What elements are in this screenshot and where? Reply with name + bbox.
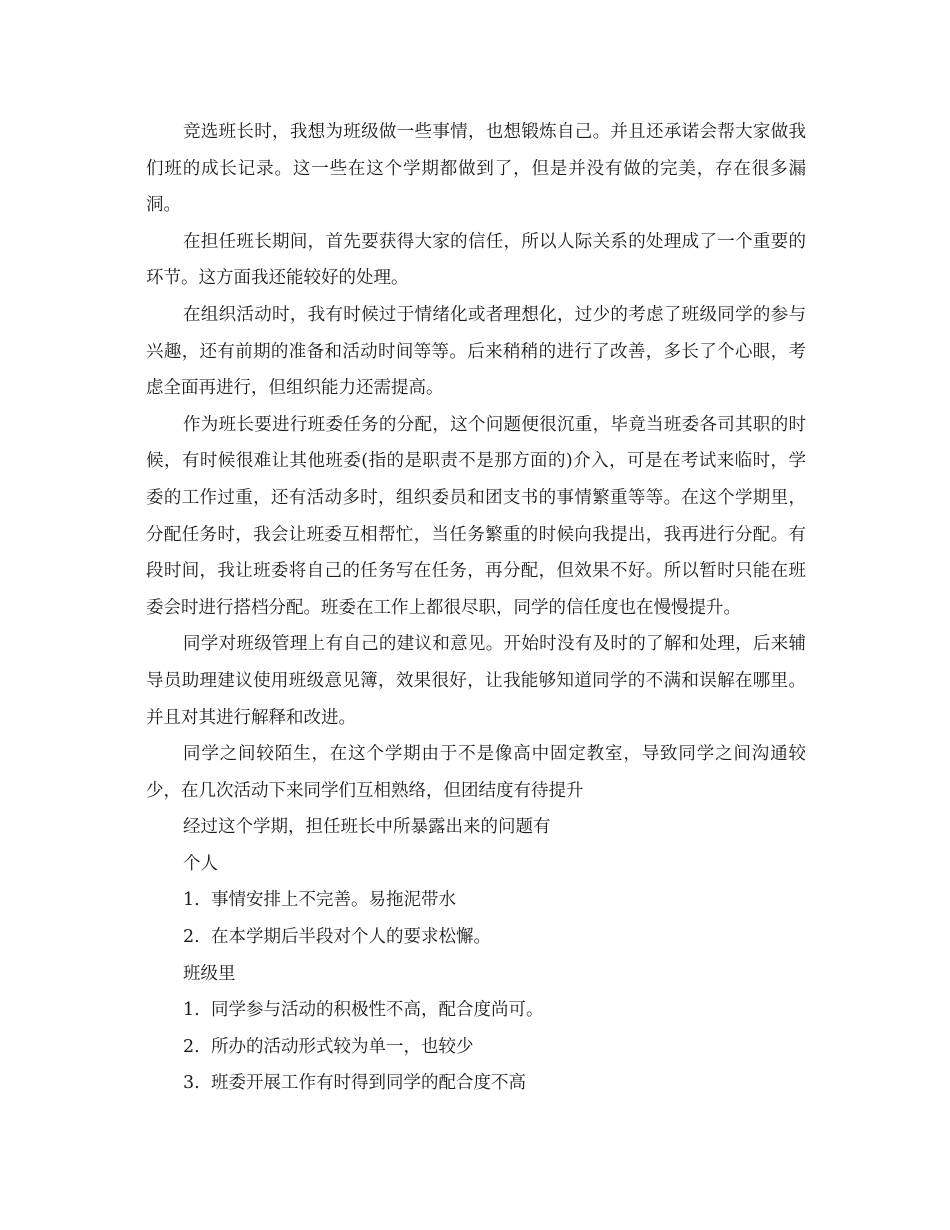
class-list <box>146 992 806 1102</box>
list-item <box>146 1029 806 1066</box>
list-item <box>146 992 806 1029</box>
list-item-text: 所办的活动形式较为单一，也较少 <box>211 1036 474 1057</box>
paragraph-classmates: 同学之间较陌生，在这个学期由于不是像高中固定教室，导致同学之间沟通较少，在几次活动下来同学们互相熟络，但团结度有待提升 <box>146 744 806 801</box>
list-item-number: 2. <box>183 1036 200 1057</box>
list-item-number: 1. <box>183 1000 200 1021</box>
list-item-text: 同学参与活动的积极性不高，配合度尚可。 <box>211 1000 544 1021</box>
summary-line: 经过这个学期，担任班长中所暴露出来的问题有 <box>183 817 551 838</box>
class-heading: 班级里 <box>183 963 236 984</box>
paragraph-activities: 在组织活动时，我有时候过于情绪化或者理想化，过少的考虑了班级同学的参与兴趣，还有前期的准备和活动时间等等。后来稍稍的进行了改善，多长了个心眼，考虑全面再进行，但组织能力还需提高。 <box>146 304 806 399</box>
list-item-number: 3. <box>183 1073 200 1094</box>
list-item-text: 在本学期后半段对个人的要求松懈。 <box>211 927 491 948</box>
list-item <box>146 1065 806 1102</box>
personal-list <box>146 882 806 955</box>
list-item-number: 1. <box>183 890 200 911</box>
paragraph-campaign: 竞选班长时，我想为班级做一些事情，也想锻炼自己。并且还承诺会帮大家做我们班的成长记录。这一些在这个学期都做到了，但是并没有做的完美，存在很多漏洞。 <box>146 122 806 216</box>
paragraph-trust: 在担任班长期间，首先要获得大家的信任，所以人际关系的处理成了一个重要的环节。这方面我还能较好的处理。 <box>146 231 806 289</box>
list-item-text: 事情安排上不完善。易拖泥带水 <box>211 890 456 911</box>
list-item-text: 班委开展工作有时得到同学的配合度不高 <box>211 1073 526 1094</box>
personal-heading: 个人 <box>183 853 218 874</box>
list-item <box>146 882 806 919</box>
paragraph-task-allocation: 作为班长要进行班委任务的分配，这个问题便很沉重，毕竟当班委各司其职的时候，有时候很难让其他班委(指的是职责不是那方面的)介入，可是在考试来临时，学委的工作过重，还有活动多时，组织委员和团支书的事情繁重等等。在这个学期里，分配任务时，我会让班委互相帮忙，当任务繁重的时候向我提出，我再进行分配。有段时间，我让班委将自己的任务写在任务，再分配，但效果不好。所以暂时只能在班委会时进行搭档分配。班委在工作上都很尽职，同学的信任度也在慢慢提升。 <box>146 414 806 618</box>
document-page <box>146 114 806 1102</box>
paragraph-suggestions: 同学对班级管理上有自己的建议和意见。开始时没有及时的了解和处理，后来辅导员助理建议使用班级意见簿，效果很好，让我能够知道同学的不满和误解在哪里。并且对其进行解释和改进。 <box>146 634 806 728</box>
list-item <box>146 919 806 956</box>
list-item-number: 2. <box>183 927 200 948</box>
